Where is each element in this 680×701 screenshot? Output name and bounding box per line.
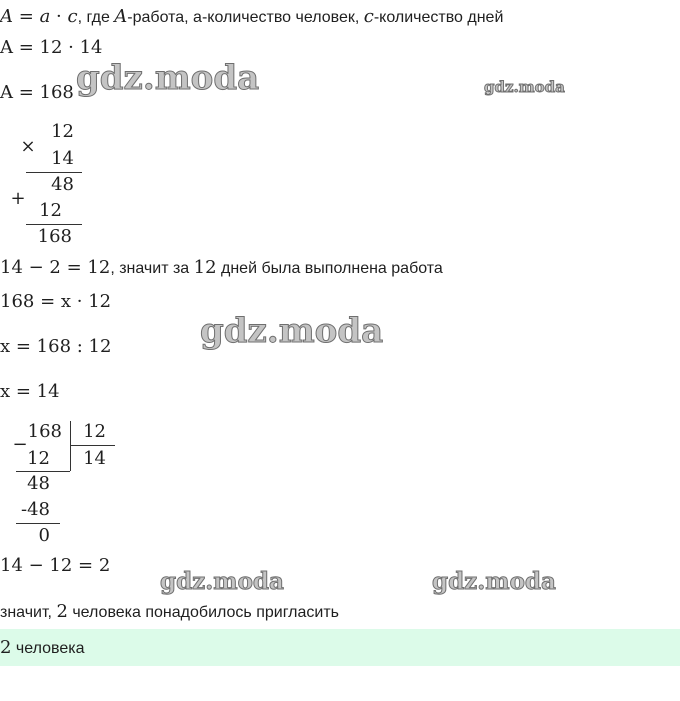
division-rule-2 — [16, 523, 60, 524]
conclusion-text-b: человека понадобилось пригласить — [67, 604, 340, 621]
equation-a-product: A = 12 · 14 — [0, 37, 103, 58]
division-remainder-1: 48 — [27, 473, 50, 494]
difference-equation: 14 − 12 = 2 — [0, 555, 111, 576]
watermark-logo: gdz.moda — [484, 78, 565, 96]
division-sub-2: -48 — [21, 499, 50, 520]
mult-result: 168 — [37, 226, 72, 247]
days-statement — [0, 257, 443, 279]
var-c: c — [67, 6, 78, 27]
mult-factor-a: 12 — [51, 121, 74, 142]
mult-rule-2 — [26, 224, 82, 225]
equals-sign: = — [18, 6, 34, 27]
days-text-b: дней была выполнена работа — [216, 260, 443, 277]
days-text-a: , значит за — [110, 260, 194, 277]
mult-partial-2: 12 — [39, 200, 62, 221]
days-expression: 14 − 2 = 12 — [0, 257, 111, 278]
days-number: 12 — [193, 257, 217, 278]
var-a: a — [39, 6, 51, 27]
watermark-logo: gdz.moda — [76, 58, 260, 98]
division-rule-1 — [16, 471, 70, 472]
division-dividend: 168 — [27, 421, 62, 442]
division-sub-1: 12 — [27, 448, 50, 469]
var-c-2: c — [363, 6, 374, 27]
answer-content — [0, 637, 84, 659]
mult-rule-1 — [26, 172, 82, 173]
watermark-logo: gdz.moda — [160, 568, 284, 595]
dot-sign: · — [56, 6, 62, 27]
equation-a-result: A = 168 — [0, 82, 74, 103]
division-divisor-rule — [70, 445, 115, 446]
watermark-logo: gdz.moda — [200, 311, 384, 351]
formula-definition — [0, 6, 503, 28]
conclusion-statement — [0, 601, 339, 623]
formula-text-2: -работа, а-количество человек, — [127, 9, 364, 26]
mult-factor-b: 14 — [51, 148, 74, 169]
equation-x-div: x = 168 : 12 — [0, 336, 112, 357]
answer-box — [0, 629, 680, 666]
plus-sign: + — [10, 188, 26, 209]
formula-text-3: -количество дней — [373, 9, 504, 26]
division-divisor: 12 — [83, 421, 106, 442]
division-quotient: 14 — [83, 448, 106, 469]
var-A-2: A — [114, 6, 128, 27]
equation-168-x: 168 = x · 12 — [0, 291, 112, 312]
equation-x-result: x = 14 — [0, 381, 60, 402]
division-minus-sign: − — [12, 434, 28, 455]
times-sign: × — [20, 136, 36, 157]
answer-text: человека — [11, 640, 85, 657]
watermark-logo: gdz.moda — [432, 568, 556, 595]
conclusion-text-a: значит, — [0, 604, 57, 621]
answer-number: 2 — [0, 637, 12, 658]
conclusion-number: 2 — [56, 601, 68, 622]
formula-text-1: , где — [77, 9, 115, 26]
var-A: A — [0, 6, 13, 27]
mult-partial-1: 48 — [51, 174, 74, 195]
division-remainder-2: 0 — [38, 525, 50, 546]
